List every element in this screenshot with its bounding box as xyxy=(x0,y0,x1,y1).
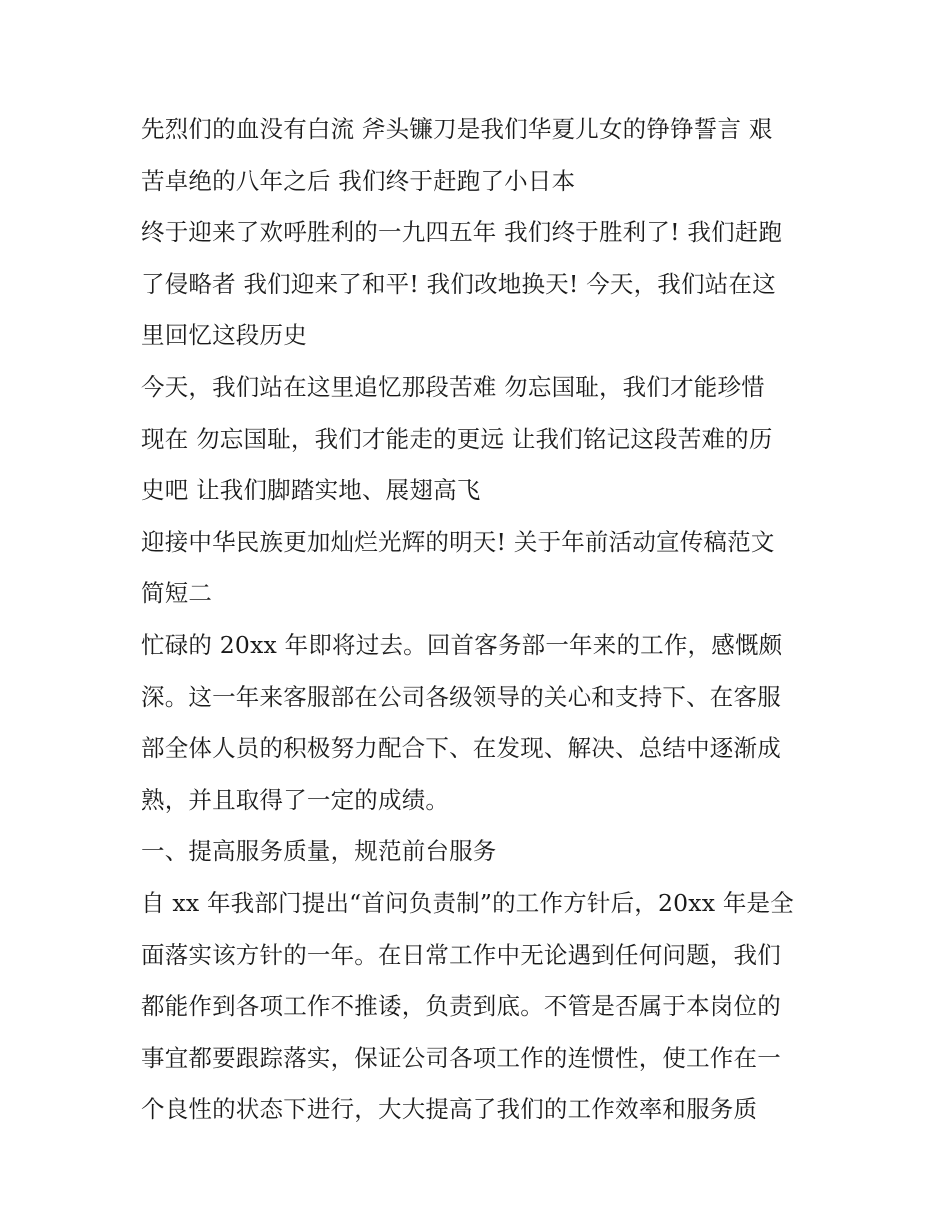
text-line: 先烈们的血没有白流 斧头镰刀是我们华夏儿女的铮铮誓言 艰 xyxy=(141,115,773,143)
text-line: 史吧 让我们脚踏实地、展翅高飞 xyxy=(141,476,481,505)
text-line: 现在 勿忘国耻，我们才能走的更远 让我们铭记这段苦难的历 xyxy=(141,424,773,453)
text-line: 今天，我们站在这里追忆那段苦难 勿忘国耻，我们才能珍惜 xyxy=(141,372,765,401)
text-line: 里回忆这段历史 xyxy=(141,321,307,350)
text-line: 部全体人员的积极努力配合下、在发现、解决、总结中逐渐成 xyxy=(141,734,781,763)
text-line: 事宜都要跟踪落实，保证公司各项工作的连惯性，使工作在一 xyxy=(141,1043,781,1072)
text-line: 面落实该方针的一年。在日常工作中无论遇到任何问题，我们 xyxy=(141,940,781,969)
text-line: 苦卓绝的八年之后 我们终于赶跑了小日本 xyxy=(141,166,576,195)
section-heading: 一、提高服务质量，规范前台服务 xyxy=(141,837,497,866)
text-line: 自 xx 年我部门提出“首问负责制”的工作方针后，20xx 年是全 xyxy=(141,888,794,917)
text-line: 简短二 xyxy=(141,579,213,608)
text-line: 都能作到各项工作不推诿，负责到底。不管是否属于本岗位的 xyxy=(141,992,781,1021)
text-line: 深。这一年来客服部在公司各级领导的关心和支持下、在客服 xyxy=(141,682,781,711)
text-line: 了侵略者 我们迎来了和平! 我们改地换天! 今天，我们站在这 xyxy=(141,269,776,298)
text-line: 终于迎来了欢呼胜利的一九四五年 我们终于胜利了! 我们赶跑 xyxy=(141,218,783,247)
text-line: 个良性的状态下进行，大大提高了我们的工作效率和服务质 xyxy=(141,1095,758,1124)
text-line: 忙碌的 20xx 年即将过去。回首客务部一年来的工作，感慨颇 xyxy=(141,630,783,659)
text-line: 熟，并且取得了一定的成绩。 xyxy=(141,785,450,814)
text-line: 迎接中华民族更加灿烂光辉的明天! 关于年前活动宣传稿范文 xyxy=(141,527,775,556)
document-body xyxy=(141,104,821,1136)
